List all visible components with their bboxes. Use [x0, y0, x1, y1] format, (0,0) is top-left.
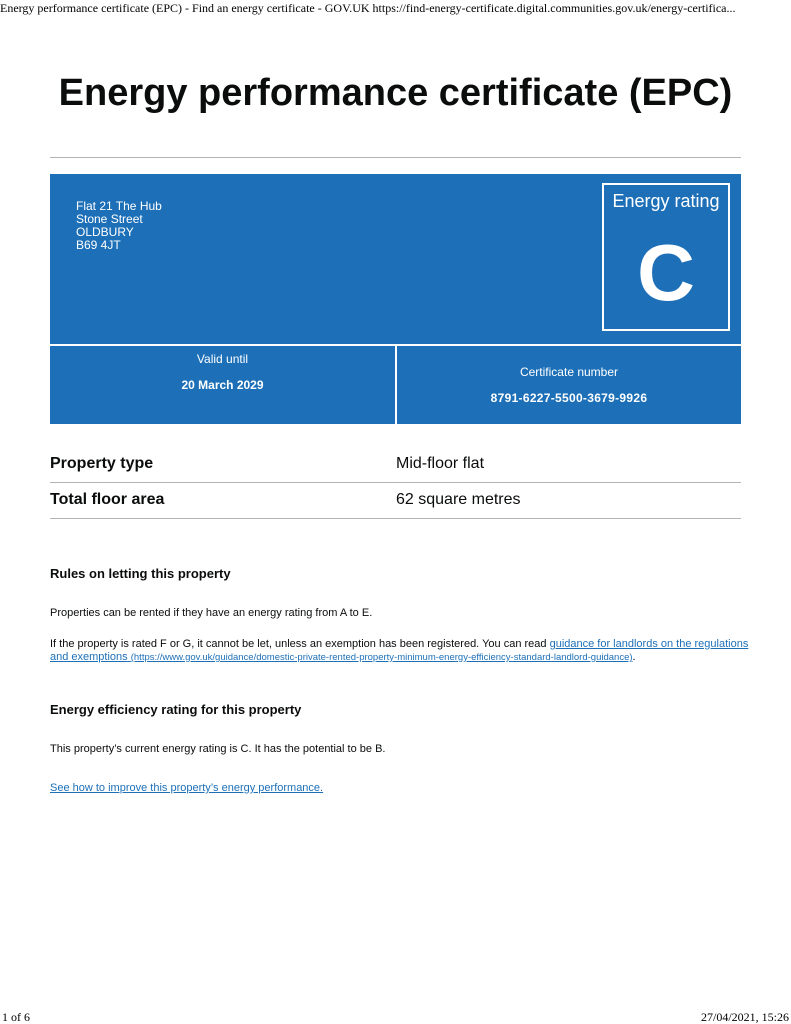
energy-rating-box — [602, 183, 730, 331]
valid-until-value: 20 March 2029 — [181, 378, 264, 392]
print-header: Energy performance certificate (EPC) - Find an energy certificate - GOV.UK https://find-energy-certificate.digital.communities.gov.uk/energy-certifica... — [0, 1, 736, 15]
valid-until-label: Valid until — [196, 352, 249, 366]
rules-paragraph: Properties can be rented if they have an energy rating from A to E. — [50, 607, 373, 619]
rules-heading: Rules on letting this property — [50, 566, 231, 581]
landlord-guidance-link-text: guidance for landlords on the regulations and exemptions — [50, 638, 749, 663]
summary-row-floor-area — [50, 482, 741, 519]
certificate-number-cell — [397, 346, 741, 424]
energy-rating-label: Energy rating — [612, 191, 720, 211]
summary-value: Mid-floor flat — [396, 455, 485, 472]
address-line: OLDBURY — [76, 225, 134, 239]
address-line: B69 4JT — [76, 238, 121, 252]
summary-value: 62 square metres — [396, 491, 521, 508]
summary-row-property-type — [50, 446, 741, 483]
print-datetime: 27/04/2021, 15:26 — [700, 1010, 789, 1024]
property-address — [76, 200, 162, 252]
title-divider — [50, 157, 741, 158]
address-line: Flat 21 The Hub — [76, 199, 162, 213]
efficiency-heading: Energy efficiency rating for this property — [50, 702, 302, 717]
address-line: Stone Street — [76, 212, 143, 226]
rules-exemptions-paragraph — [50, 638, 750, 664]
efficiency-paragraph: This property’s current energy rating is C. It has the potential to be B. — [50, 743, 386, 755]
energy-rating-letter: C — [637, 228, 695, 317]
page-indicator: 1 of 6 — [2, 1010, 30, 1024]
rules-text: If the property is rated F or G, it cannot be let, unless an exemption has been registered. You can read — [50, 638, 550, 650]
valid-until-cell — [50, 346, 395, 424]
certificate-number-value: 8791-6227-5500-3679-9926 — [490, 391, 648, 405]
certificate-number-label: Certificate number — [519, 365, 619, 379]
improve-energy-link[interactable]: See how to improve this property’s energy performance. — [50, 782, 324, 794]
summary-key: Property type — [50, 455, 154, 472]
page-title: Energy performance certificate (EPC) — [58, 72, 733, 114]
epc-summary-panel — [50, 174, 741, 424]
summary-key: Total floor area — [50, 491, 165, 508]
rules-text-end: . — [632, 651, 636, 663]
landlord-guidance-url: (https://www.gov.uk/guidance/domestic-private-rented-property-minimum-energy-efficiency-standard-landlord-guidance) — [130, 652, 633, 663]
